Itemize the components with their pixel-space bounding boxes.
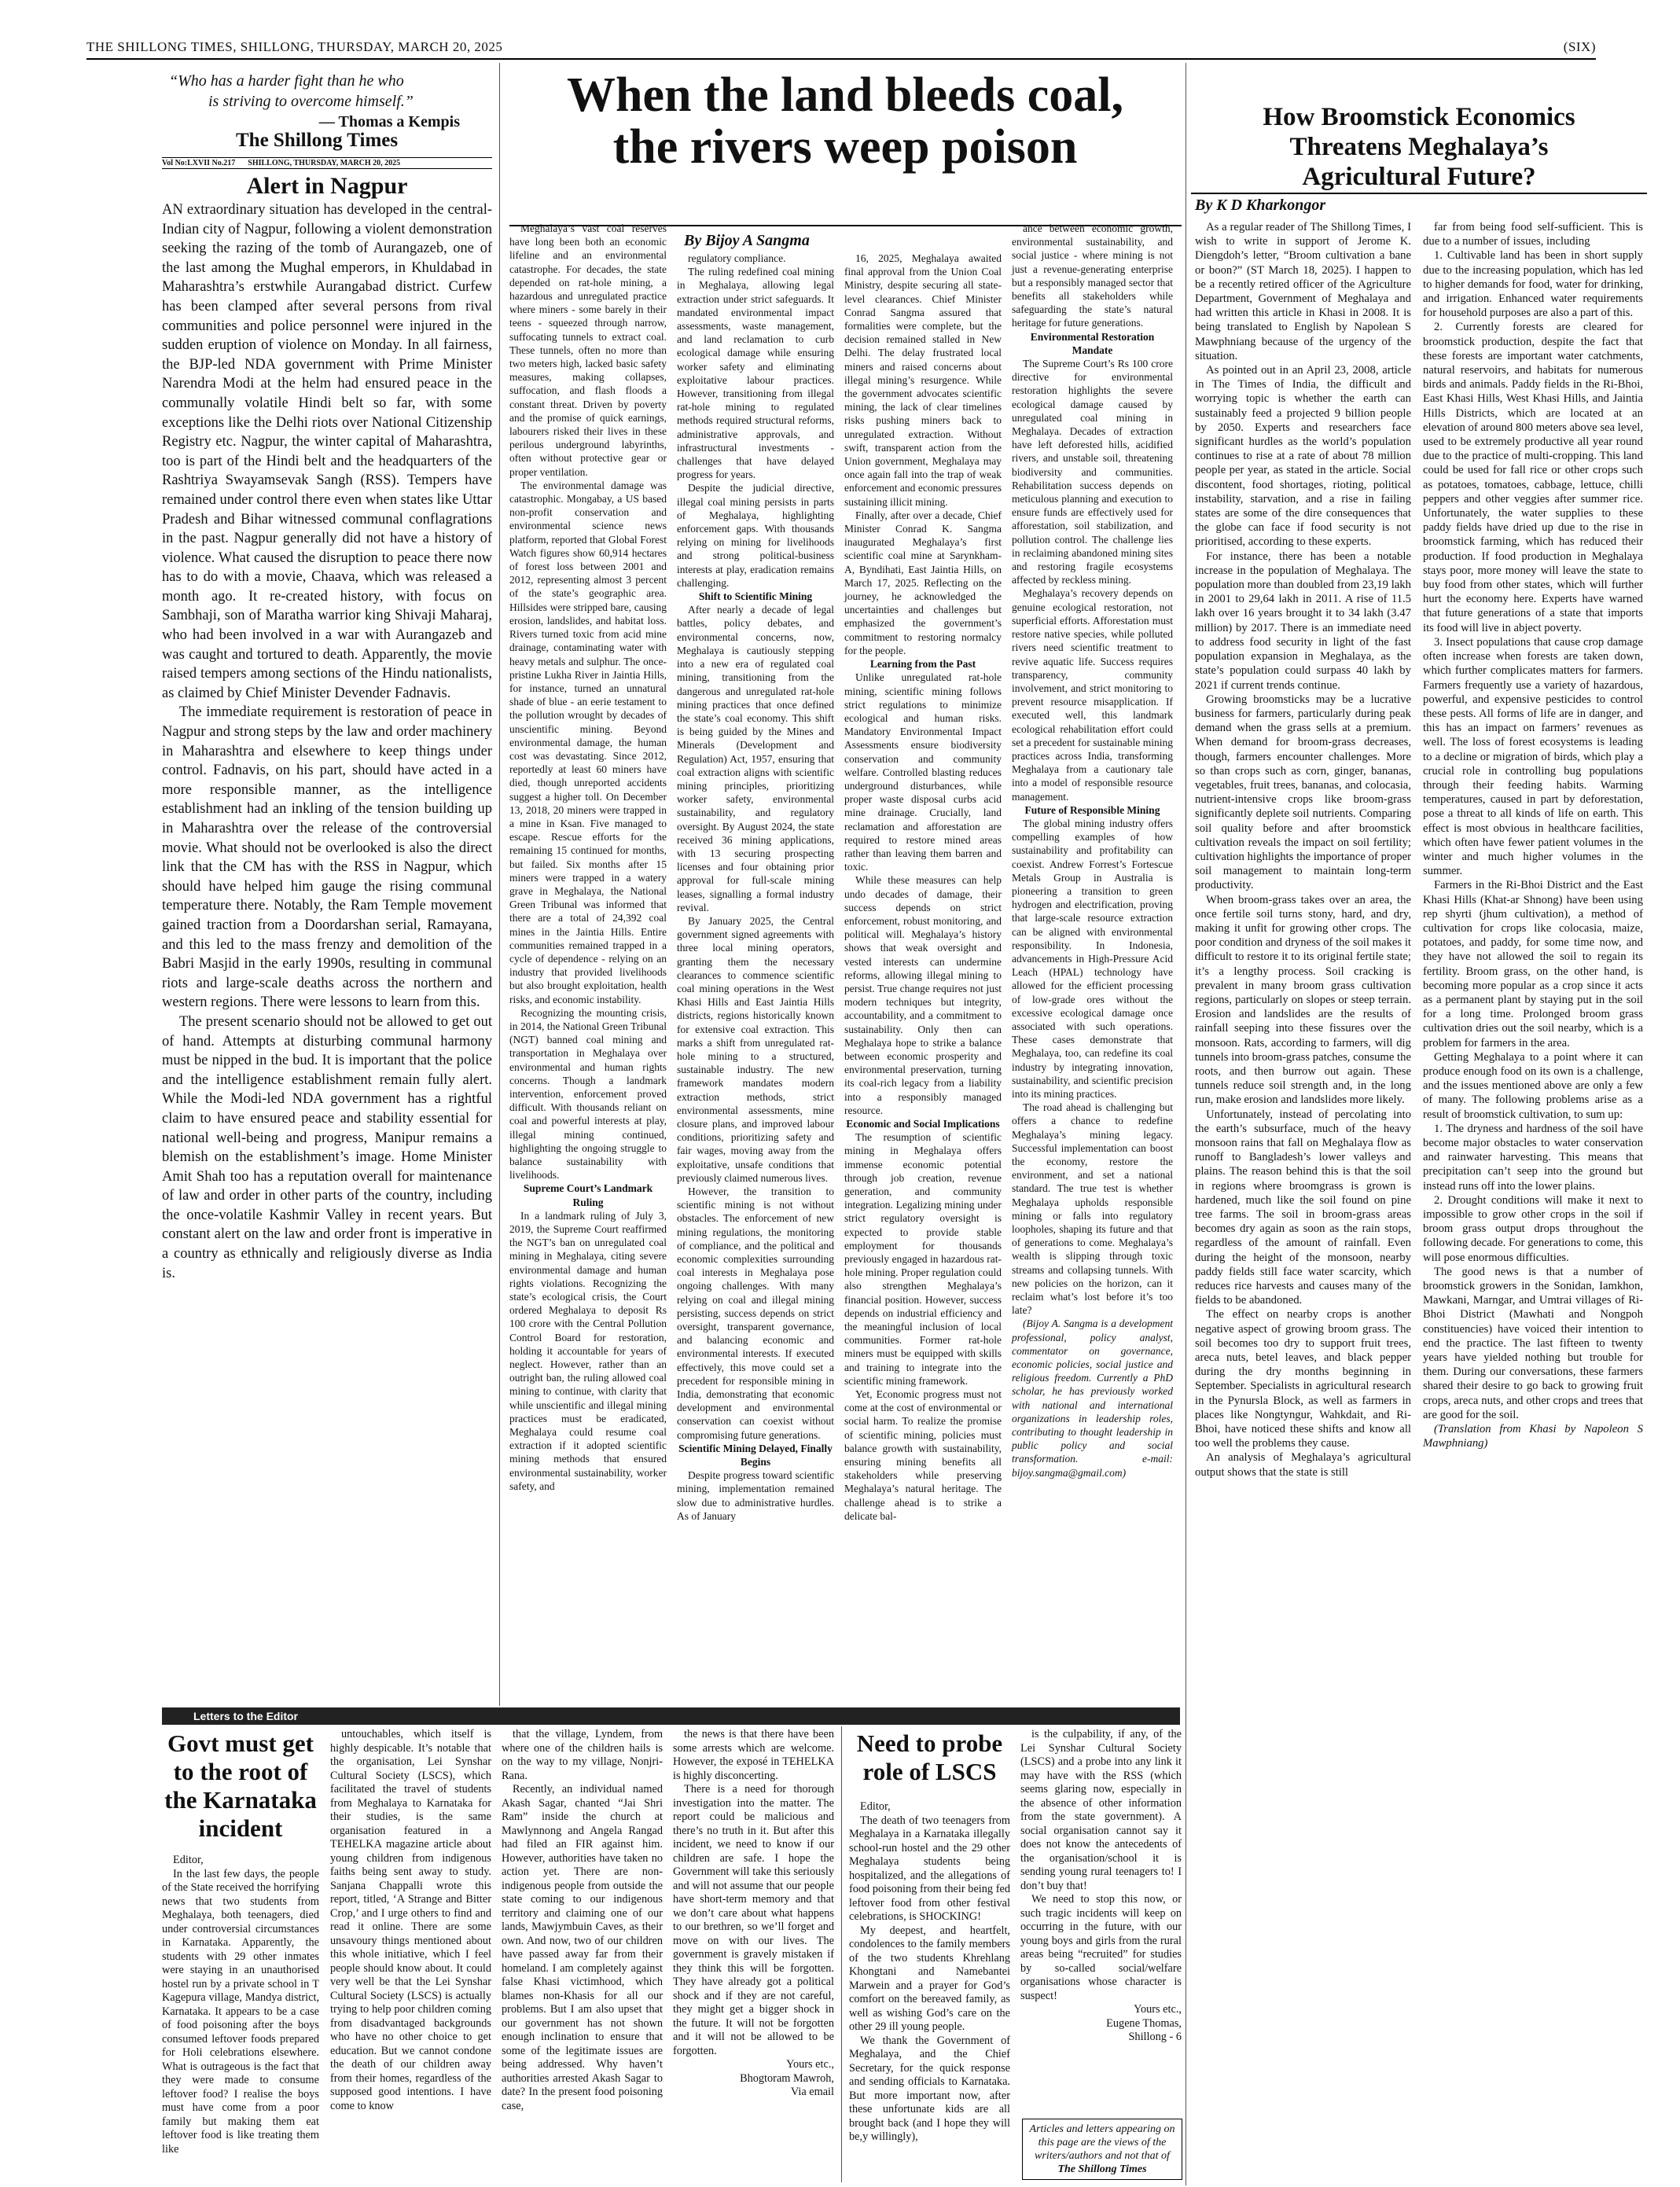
volume-number: Vol No:LXVII No.217 (162, 159, 236, 167)
letter-2-column-1 (849, 1800, 1010, 2145)
letter-1-column-4 (673, 1728, 834, 2100)
paragraph: We need to stop this now, or such tragic incidents will keep on occurring in the future, with our young boys and girls from the rural areas being “recruited” for studies by so-called social/welfare organisations whose character is suspect! (1020, 1893, 1182, 2002)
paragraph: Meghalaya’s recovery depends on genuine ecological restoration, not superficial efforts. Afforestation must restore native species, while polluted rivers need scientific treatment to revive aquatic life. Success requires transparency, community involvement, and strict monitoring to prevent resource misapplication. If executed well, this landmark ecological rehabilitation effort could set a precedent for sustainable mining practices across India, transforming Meghalaya from a cautionary tale into a model of responsible resource management. (1012, 587, 1173, 803)
paragraph: Unlike unregulated rat-hole mining, scientific mining follows strict regulations to minimize ecological and human risks. Mandatory Environmental Impact Assessments ensure biodiversity conservation and community welfare. Controlled blasting reduces underground disturbances, while proper waste disposal curbs acid mine drainage. Crucially, land reclamation and afforestation are required to restore mined areas rather than leaving them barren and toxic. (844, 671, 1002, 873)
paragraph: There is a need for thorough investigation into the matter. The report could be malicious and there’s no truth in it. But after this incident, we need to know if our children are safe. I hope the Government will take this seriously and will not assume that our people have short-term memory and that we don’t care about what happens to our brethren, so we’ll forget and move on with our lives. The government is gravely mistaken if they think this will be forgotten. They have already got a political shock and if they are not careful, they might get a bigger shock in the future. It will not be forgotten and it will not be allowed to be forgotten. (673, 1783, 834, 2057)
letter-1-column-3 (502, 1728, 663, 2113)
paragraph: 16, 2025, Meghalaya awaited final approval from the Union Coal Ministry, despite securing all state-level clearances. Chief Minister Conrad Sangma assured that formalities were complete, but the decision remained stalled in New Delhi. The delay frustrated local miners and raised concerns about illegal mining’s resurgence. While the government advocates scientific mining, the lack of clear timelines risks pushing miners back to unregulated extraction. Without swift, transparent action from the Union government, Meghalaya may once again fall into the trap of weak enforcement and economic pressures sustaining illicit mining. (844, 252, 1002, 508)
paragraph: that the village, Lyndem, from where one of the children hails is on the way to my village, Nonjri-Rana. (502, 1728, 663, 1782)
paragraph: By January 2025, the Central government signed agreements with three local mining operators, granting them the necessary clearances to commence scientific coal mining operations in the West Khasi Hills and East Jaintia Hills districts, regions historically known for extensive coal extraction. This marks a shift from unregulated rat-hole mining to a structured, sustainable industry. The new framework mandates modern extraction methods, strict environmental assessments, mine closure plans, and improved labour conditions, prioritizing safety and fair wages, moving away from the exploitative, unsafe conditions that previously claimed numerous lives. (677, 914, 834, 1184)
volume-line (162, 157, 492, 169)
editorial-paragraph: AN extraordinary situation has developed in the central-Indian city of Nagpur, following a violent demonstration seeking the razing of the tomb of Aurangazeb, one of the last among the Mughal emperors, in Khuldabad in Maharashtra’s erstwhile Aurangabad district. Curfew has been clamped after several persons from rival communities and police personnel were injured in the sudden eruption of violence on Monday. In all fairness, the BJP-led NDA government with Prime Minister Narendra Modi at the helm had ensured peace in the communally volatile Hindi belt so far, with some exceptions like the Delhi riots over National Citizenship Registry etc. Nagpur, the winter capital of Maharashtra, too is part of the Hindi belt and the headquarters of the Rashtriya Swayamsevak Sangh (RSS). Tempers have remained under control there even when states like Uttar Pradesh and Bihar witnessed communal conflagrations in the past. Nagpur generally did not have a history of violence. What caused the disruption to peace there now has to do with a movie, Chaava, which was released a month ago. It re-created history, with focus on Sambhaji, son of Maratha warrior king Shivaji Maharaj, who had been involved in a war with Aurangazeb and was caught and tortured to death. Apparently, the movie raised tempers among sections of the Hindu nationalists, as claimed by Chief Minister Devender Fadnavis. (162, 202, 492, 701)
subheading: Future of Responsible Mining (1024, 803, 1160, 816)
paragraph: We thank the Government of Meghalaya, and the Chief Secretary, for the quick response and sending officials to Karnataka. But more important now, after these unfortunate kids are all brought back (and I hope they will be,y willingly), (849, 2034, 1010, 2143)
paragraph: As pointed out in an April 23, 2008, article in The Times of India, the difficult and worrying topic is whether the earth can sustainably feed a projected 9 billion people by 2050. Experts and researchers face significant hurdles as the world’s population continues to rise at a rate of about 78 million people per year, as stated in the article. Social discontent, food shortages, rioting, political instability, starvation, and a rise in failing states are some of the dire consequences that the globe can face if food security is not prioritised, according to these experts. (1195, 364, 1411, 549)
disclaimer-paper-name: The Shillong Times (1057, 2163, 1147, 2175)
main-byline: By Bijoy A Sangma (684, 232, 810, 249)
signature-line: Eugene Thomas, (1106, 2016, 1182, 2030)
subheading: Learning from the Past (869, 658, 976, 671)
paragraph: Meghalaya’s vast coal reserves have long been both an economic lifeline and an environmental catastrophe. For decades, the state depended on rat-hole mining, a hazardous and unregulated practice where miners - some barely in their teens - squeezed through narrow, suffocating tunnels to extract coal. These tunnels, often no more than two meters high, lacked basic safety measures, making collapses, suffocation, and flash floods a constant threat. Driven by poverty and the promise of quick earnings, labourers risked their lives in these perilous underground labyrinths, often without protective gear or proper ventilation. (509, 222, 667, 478)
subheading: Environmental Restoration Mandate (1030, 330, 1155, 356)
right-article-column-2 (1423, 220, 1643, 1450)
main-article-column-4 (1012, 222, 1173, 1479)
author-note: (Translation from Khasi by Napoleon S Mawphniang) (1423, 1423, 1643, 1450)
headline-line-2: the rivers weep poison (612, 120, 1078, 174)
paragraph: The road ahead is challenging but offers a chance to redefine Meghalaya’s mining legacy. Successful implementation can boost the economy, restore the environment, and set a national standard. The true test is whether Meghalaya upholds responsible mining or falls into regulatory loopholes, shaping its future and that of generations to come. Meghalaya’s wealth is slipping through toxic streams and collapsing tunnels. With new policies on the horizon, can it reclaim what’s lost before it’s too late? (1012, 1101, 1173, 1317)
paragraph: The ruling redefined coal mining in Meghalaya, allowing legal extraction under strict safeguards. It mandated environmental impact assessments, waste management, and land reclamation to curb ecological damage while ensuring worker safety and eliminating exploitative labour practices. However, transitioning from illegal rat-hole mining to regulated methods required structural reforms, administrative approvals, and infrastructural investments - challenges that have delayed progress for years. (677, 266, 834, 481)
right-article-headline (1195, 102, 1643, 192)
paragraph: Yet, Economic progress must not come at the cost of environmental or social harm. To realize the promise of scientific mining, policies must balance growth with sustainability, ensuring mining benefits all stakeholders while preserving Meghalaya’s natural heritage. The challenge ahead is to strike a delicate bal- (844, 1388, 1002, 1522)
paragraph: While these measures can help undo decades of damage, their success depends on strict enforcement, robust monitoring, and political will. Meghalaya’s history shows that weak oversight and vested interests can undermine reforms, allowing illegal mining to persist. True change requires not just modern techniques but integrity, accountability, and a commitment to sustainability. Only then can Meghalaya hope to strike a balance between economic prosperity and environmental preservation, turning its coal-rich legacy from a liability into a responsibly managed resource. (844, 874, 1002, 1116)
author-note: (Bijoy A. Sangma is a development professional, policy analyst, commentator on governance, economic policies, social justice and religious freedom. Currently a PhD scholar, he has previously worked with national and international organizations in leadership roles, contributing to thought leadership in public policy and social transformation. e-mail: bijoy.sangma@gmail.com) (1012, 1318, 1173, 1479)
disclaimer-text: Articles and letters appearing on this page are the views of the writers/authors and not that of (1029, 2123, 1175, 2162)
right-headline-line-2: Threatens Meghalaya’s (1289, 133, 1549, 161)
paragraph: Despite the judicial directive, illegal coal mining persists in parts of Meghalaya, highlighting enforcement gaps. With thousands relying on mining for livelihoods and strong political-business interests at play, eradication remains challenging. (677, 482, 834, 589)
paragraph: Editor, (173, 1854, 204, 1866)
main-headline (507, 69, 1183, 173)
subheading: Scientific Mining Delayed, Finally Begins (678, 1442, 833, 1468)
paragraph: untouchables, which itself is highly despicable. It’s notable that the organisation, Lei Synshar Cultural Society (LSCS), which facilitated the travel of students from Meghalaya to Karnataka for their studies, is the same organisation featured in a TEHELKA magazine article about young children from indigenous faiths being sent away to study. Sanjana Chappalli wrote this report, titled, ‘A Strange and Bitter Crop,’ and I urge others to find and read it online. There are some unsavoury things mentioned about this whole initiative, which I feel people should know about. It could very well be that the Lei Synshar Cultural Society (LSCS) is actually trying to help poor children coming from disadvantaged backgrounds who have no other choice to get education. But we cannot condone the death of our children away from their homes, regardless of the supposed good intentions. I have come to know (330, 1728, 491, 2112)
editorial-body (162, 200, 492, 1283)
paragraph: regulatory compliance. (688, 252, 786, 264)
paragraph: Farmers in the Ri-Bhoi District and the East Khasi Hills (Khat-ar Shnong) have been using rep shyrti (jhum cultivation), a method of cultivation for crops like colocasia, maize, potatoes, and paddy, for some time now, and they have not allowed the soil to regain its fertility. Broom grass, on the other hand, is becoming more popular as a crop since it acts as a permanent plant by staying put in the soil for a long time. Prolonged broom grass cultivation dries out the soil nearby, which is a problem for farmers in the area. (1423, 879, 1643, 1049)
page-header (86, 39, 1596, 60)
quote-box (169, 71, 460, 132)
editorial-paragraph: The immediate requirement is restoration of peace in Nagpur and strong steps by the law and order machinery in Maharashtra and elsewhere to keep things under control. Fadnavis, on his part, should have acted in a more responsible manner, as the intelligence establishment had an inkling of the tension building up in Maharashtra over the release of the controversial movie. What should not be overlooked is also the direct link that the CM has with the RSS in Nagpur, which should have helped him gauge the rising communal temperature there. Notably, the Ram Temple movement gained traction from a Doordarshan serial, Ramayana, and this led to the mass frenzy and demolition of the Babri Masjid in the early 1990s, resulting in communal riots and large-scale deaths across the northern and western regions. There were lessons to learn from this. (162, 704, 492, 1011)
paragraph: When broom-grass takes over an area, the once fertile soil turns stony, hard, and dry, making it unfit for growing other crops. The poor condition and dryness of the soil makes it difficult to restore it to its original fertile state; it’s a lengthy process. Soil cracking is prevalent in many broom grass cultivation regions, particularly on slopes or steep terrain. Erosion and landslides are the results of rainfall seeping into these fissures over the monsoon. Rats, according to farmers, will dig tunnels into broom-grass patches, consume the roots, and then burrow out again. These tunnels reduce soil strength and, in the long run, make erosion and landslides more likely. (1195, 893, 1411, 1107)
letter-1-title: Govt must get to the root of the Karnataka incident (164, 1729, 317, 1842)
paragraph: The good news is that a number of broomstick growers in the Sonidan, Iamkhon, Mawkani, Marngar, and Umtrai villages of Ri-Bhoi District (Mawhati and Nongpoh constituencies) have voiced their intention to end the practice. The last fifteen to twenty years have yielded nothing but trouble for them. During our conversations, these farmers shared their desire to go back to growing fruit crops, areca nuts, and other crops and trees that are good for the soil. (1423, 1265, 1643, 1421)
letters-divider (841, 1726, 842, 2182)
paragraph: the news is that there have been some arrests which are welcome. However, the exposé in TEHELKA is highly disconcerting. (673, 1728, 834, 1782)
dateline: SHILLONG, THURSDAY, MARCH 20, 2025 (248, 159, 401, 167)
paragraph: The effect on nearby crops is another negative aspect of growing broom grass. The soil becomes too dry to support fruit trees, areca nuts, betel leaves, and black pepper during the dry months beginning in September. Specialists in agricultural research in the Pynursla Block, as well as farmers in places like Nongtyngur, Wahkdait, and Ri-Bhoi, have noticed these shifts and know all too well the problems they cause. (1195, 1308, 1411, 1450)
paragraph: As a regular reader of The Shillong Times, I wish to write in support of Jerome K. Diengdoh’s letter, “Broom cultivation a bane or boon?” (ST March 18, 2025). I happen to be a recently retired officer of the Agriculture Department, Government of Meghalaya and had written this article in Khasi in 2008. It is being translated to English by Napolean S Mawphniang because of the urgency of the situation. (1195, 221, 1411, 362)
letter-2-title: Need to probe role of LSCS (856, 1729, 1003, 1785)
paragraph: After nearly a decade of legal battles, policy debates, and environmental concerns, now, Meghalaya is cautiously stepping into a new era of regulated coal mining, transitioning from the dangerous and unregulated rat-hole mining practices that once defined the state’s coal economy. This shift is being guided by the Mines and Minerals (Development and Regulation) Act, 1957, ensuring that coal extraction aligns with scientific mining principles, prioritizing worker safety, environmental sustainability, and regulatory oversight. By August 2024, the state received 36 mining applications, with 13 securing prospecting licenses and four obtaining prior approval for full-scale mining leases, signalling a formal industry revival. (677, 604, 834, 913)
signature-line: Bhogtoram Mawroh, (740, 2071, 834, 2085)
paragraph: In the last few days, the people of the State received the horrifying news that two students from Meghalaya, both teenagers, died under controversial circumstances in Karnataka. Apparently, the students with 29 other inmates were staying in an unauthorised hostel run by a private school in T Kagepura village, Mandya district, Karnataka. It appears to be a case of food poisoning after the boys consumed leftover foods prepared for Holi celebrations elsewhere. What is outrageous is the fact that they were made to consume leftover food? I realise the boys must have come from a poor family but making them eat leftover food is like treating them like (162, 1867, 319, 2156)
disclaimer-box (1022, 2119, 1182, 2180)
paragraph: Recognizing the mounting crisis, in 2014, the National Green Tribunal (NGT) banned coal mining and transportation in Meghalaya over environmental and human rights concerns. Though a landmark intervention, enforcement proved difficult. With thousands reliant on coal and powerful interests at play, illegal mining continued, highlighting the ongoing struggle to balance sustainability with livelihoods. (509, 1006, 667, 1182)
paragraph: Unfortunately, instead of percolating into the earth’s subsurface, much of the heavy monsoon rains that fall on Meghalaya flow as runoff to Bangladesh’s lower valleys and plains. The reason behind this is that the soil in regions where broomgrass is grown is hardened, much like the soil found on pine tree farms. The soil in broom-grass areas becomes dry again as soon as the rain stops, regardless of the amount of rainfall. Even during the height of the monsoon, nearby paddy fields still face water scarcity, which reduces rice harvests and causes many of the fields to be abandoned. (1195, 1108, 1411, 1307)
main-article-column-1 (509, 222, 667, 1493)
main-article-column-2 (677, 252, 834, 1523)
paragraph: 1. The dryness and hardness of the soil have become major obstacles to water conservation and rainwater harvesting. This means that precipitation can’t seep into the ground but instead runs off into the lower plains. (1423, 1122, 1643, 1193)
paragraph: The Supreme Court’s Rs 100 crore directive for environmental restoration highlights the severe ecological damage caused by unregulated coal mining in Meghalaya. Decades of extraction have left deforested hills, acidified rivers, and unstable soil, threatening biodiversity and communities. Rehabilitation success depends on meticulous planning and execution to ensure funds are effectively used for afforestation, soil stabilization, and pollution control. The challenge lies in reclaiming abandoned mining sites and restoring fragile ecosystems affected by reckless mining. (1012, 358, 1173, 586)
paragraph: 1. Cultivable land has been in short supply due to the increasing population, which has led to higher demands for food, water for drinking, and irrigation. Enhanced water requirements for household purposes are also a part of this. (1423, 249, 1643, 320)
subheading: Shift to Scientific Mining (698, 590, 813, 603)
right-headline-line-3: Agricultural Future? (1302, 163, 1536, 191)
right-article-byline: By K D Kharkongor (1195, 197, 1326, 214)
quote-author: — Thomas a Kempis (318, 113, 460, 130)
paragraph: An analysis of Meghalaya’s agricultural output shows that the state is still (1195, 1451, 1411, 1479)
paragraph: My deepest, and heartfelt, condolences to the family members of the two students Khrehlang Khongtani and Namebantei Marwein and a prayer for God’s comfort on the bereaved family, as well as wishing God’s care on the other 29 ill young people. (849, 1924, 1010, 2033)
letters-section-bar (162, 1707, 1180, 1725)
paragraph: The death of two teenagers from Meghalaya in a Karnataka illegally school-run hostel and the 29 other Meghalaya students being hospitalized, and the allegations of food poisoning from their being fed leftover food from other festival celebrations, is SHOCKING! (849, 1814, 1010, 1923)
letter-2-column-2 (1020, 1728, 1182, 2045)
paragraph: Recently, an individual named Akash Sagar, chanted “Jai Shri Ram” inside the church at Mawlynnong and Angela Rangad had filed an FIR against him. However, authorities have taken no action yet. There are non-indigenous people from outside the state coming to our indigenous territory and claiming one of our lands, Mawjymbuin Caves, as their own. And now, two of our children have passed away far from their homeland. I am completely against false Khasi victimhood, which blames non-Khasis for all our problems. But I am also upset that our government has not shown enough inclination to ensure that some of the legitimate issues are being addressed. Why haven’t authorities arrested Akash Sagar to date? In the present food poisoning case, (502, 1783, 663, 2112)
paragraph: ance between economic growth, environmental sustainability, and social justice - where mining is not just a revenue-generating enterprise but a responsibly managed sector that benefits all stakeholders while safeguarding the state’s natural heritage for future generations. (1012, 222, 1173, 329)
paragraph: Getting Meghalaya to a point where it can produce enough food on its own is a challenge, and the issues mentioned above are only a few of many. The following problems arise as a result of broomstick cultivation, to sum up: (1423, 1050, 1643, 1121)
paragraph: far from being food self-sufficient. This is due to a number of issues, including (1423, 221, 1643, 248)
letter-1-column-2 (330, 1728, 491, 2113)
quote-line-2: is striving to overcome himself.” (208, 93, 414, 110)
headline-line-1: When the land bleeds coal, (567, 68, 1123, 122)
paragraph: 3. Insect populations that cause crop damage often increase when forests are taken down, which further complicates matters for farmers. Farmers frequently use a variety of hazardous, powerful, and expensive pesticides to control these pests. All forms of life are in danger, and this has an impact on farmers’ revenues as well. The loss of forest ecosystems is leading to a decline or migration of birds, which play a crucial role in controlling bug populations through their feeding habits. Warming temperatures, caused in part by deforestation, pose a threat to all kinds of life on earth. This effect is most obvious in healthcare facilities, which often have fewer patient volumes in the winter and much higher volumes in the summer. (1423, 635, 1643, 878)
signature-line: Shillong - 6 (1128, 2031, 1182, 2043)
masthead: The Shillong Times (236, 130, 399, 151)
paragraph: 2. Drought conditions will make it next to impossible to grow other crops in the soil if broom grass output drops throughout the following decade. For generations to come, this will pose enormous difficulties. (1423, 1193, 1643, 1264)
letters-section-label: Letters to the Editor (193, 1710, 299, 1722)
signature-line: Yours etc., (1134, 2003, 1182, 2016)
paragraph: is the culpability, if any, of the Lei Synshar Cultural Society (LSCS) and a probe into any link it may have with the RSS (which seems glaring now, especially in the absence of other information from the state government). A social organisation cannot say it does not know the antecedents of the organisation/school it is sending young rural teenagers to! I don’t buy that! (1020, 1728, 1182, 1892)
paragraph: The resumption of scientific mining in Meghalaya offers immense economic potential through job creation, revenue generation, and community integration. Legalizing mining under strict regulatory oversight is expected to provide stable employment for thousands previously engaged in hazardous rat-hole mining. Proper regulation could also strengthen Meghalaya’s financial position. However, success depends on industrial efficiency and the meaningful inclusion of local communities. Former rat-hole miners must be equipped with skills and training to integrate into the scientific mining framework. (844, 1131, 1002, 1387)
right-article-column-1 (1195, 220, 1411, 1479)
main-article-column-3 (844, 252, 1002, 1523)
paragraph: In a landmark ruling of July 3, 2019, the Supreme Court reaffirmed the NGT’s ban on unregulated coal mining in Meghalaya, citing severe environmental damage and human rights violations. Recognizing the state’s ecological crisis, the Court ordered Meghalaya to deposit Rs 100 crore with the Central Pollution Control Board for restoration, holding it accountable for years of neglect. However, rather than an outright ban, the ruling allowed coal mining to continue, with clarity that while unscientific and illegal mining practices must be eradicated, Meghalaya could resume coal extraction if it adopted scientific mining methods that ensured environmental sustainability, worker safety, and (509, 1209, 667, 1492)
paragraph: Editor, (860, 1800, 891, 1813)
column-divider (499, 63, 500, 1706)
signature-line: Yours etc., (786, 2058, 834, 2071)
right-headline-line-1: How Broomstick Economics (1263, 103, 1575, 131)
editorial-title: Alert in Nagpur (246, 173, 408, 199)
paragraph: The global mining industry offers compelling examples of how sustainability and profitability can coexist. Andrew Forrest’s Fortescue Metals Group in Australia is pioneering a transition to green hydrogen and electrification, proving that large-scale resource extraction can be aligned with environmental responsibility. In Indonesia, advancements in High-Pressure Acid Leach (HPAL) technology have allowed for the efficient processing of low-grade ores without the excessive ecological damage once associated with such operations. These cases demonstrate that Meghalaya, too, can redefine its coal industry by integrating innovation, sustainability, and scientific precision into its mining practices. (1012, 817, 1173, 1100)
subheading: Supreme Court’s Landmark Ruling (523, 1182, 653, 1208)
signature-line: Via email (790, 2086, 834, 2098)
subheading: Economic and Social Implications (846, 1118, 1000, 1130)
paragraph: 2. Currently forests are cleared for broomstick production, despite the fact that these forests are important water catchments, natural reservoirs, and habitats for numerous birds and animals. Paddy fields in the Ri-Bhoi, East Khasi Hills, West Khasi Hills, and Jaintia Hills Districts, which are located at an elevation of around 800 meters above sea level, used to be extremely productive all year round due to the practice of multi-cropping. This land could be used for fall rice or other crops such as potatoes, tomatoes, cabbage, lettuce, chilli peppers and other veggies after summer rice. Unfortunately, the water supplies to these paddy fields have dried up due to the rise in broomstick farming, which has reduced their production. If food production in Meghalaya stays poor, more money will leave the state to buy food from other states, which will further hurt the economy here. Experts have warned that future generations of a state that imports its food will live in abject poverty. (1423, 321, 1643, 634)
right-headline-rule (1191, 193, 1647, 194)
paragraph: Growing broomsticks may be a lucrative business for farmers, particularly during peak demand when the grass sells at a premium. When demand for broom-grass decreases, though, farmers encounter challenges. More so than crops such as corn, ginger, bananas, vegetables, fruit trees, bananas, and colocasia, nutrient-intensive crops like broom-grass significantly deplete soil nutrients. Comparing soil quality before and after broomstick cultivation reveals the impact on soil fertility; cultivation highlights the importance of proper soil management to maintain long-term productivity. (1195, 693, 1411, 892)
editorial-paragraph: The present scenario should not be allowed to get out of hand. Attempts at disturbing communal harmony must be nipped in the bud. It is important that the police and the intelligence establishment remain fully alert. While the Modi-led NDA government has a rightful claim to have ensured peace and stability essential for national well-being and progress, Manipur remains a blemish on the establishment’s image. Home Minister Amit Shah too has a reputation overall for maintenance of law and order in other parts of the country, including the once-volatile Kashmir Valley in recent years. But constant alert on the law and order front is imperative in a country as ethnically and religiously diverse as India is. (162, 1013, 492, 1281)
header-left: THE SHILLONG TIMES, SHILLONG, THURSDAY, MARCH 20, 2025 (86, 39, 503, 54)
paragraph: For instance, there has been a notable increase in the population of Meghalaya. The population more than doubled from 23,19 lakh in 2001 to 29,64 lakh in 2011. A rise of 11.5 lakh over 16 years brought it to 34 lakh (3.47 million) by 2017. There is an immediate need to address food security in light of the fast population expansion in Meghalaya, as the state’s population could surpass 40 lakh by 2021 if current trends continue. (1195, 550, 1411, 692)
paragraph: Despite progress toward scientific mining, implementation remained slow due to administrative hurdles. As of January (677, 1469, 834, 1522)
page-number: (SIX) (1563, 39, 1596, 54)
paragraph: Finally, after over a decade, Chief Minister Conrad K. Sangma inaugurated Meghalaya’s first scientific coal mine at Sarynkham-A, Byndihati, East Jaintia Hills, on March 17, 2025. Reflecting on the journey, he acknowledged the uncertainties and challenges but emphasized the government’s commitment to restoring normalcy for the people. (844, 509, 1002, 656)
paragraph: The environmental damage was catastrophic. Mongabay, a US based non-profit conservation and environmental science news platform, reported that Global Forest Watch figures show 60,914 hectares of forest loss between 2001 and 2012, representing almost 3 percent of the state’s geographic area. Hillsides were stripped bare, causing erosion, landslides, and habitat loss. Rivers turned toxic from acid mine drainage, contaminating water with heavy metals and sulphur. The once-pristine Lukha River in Jaintia Hills, for instance, turned an unnatural shade of blue - an eerie testament to the pollution wrought by decades of unscientific mining. Beyond environmental damage, the human cost was devastating. Since 2012, reportedly at least 60 miners have died, though unreported accidents suggest a higher toll. On December 13, 2018, 20 miners were trapped in a mine in Ksan. Five managed to escape. Rescue efforts for the remaining 15 continued for months, but failed. Six months after 15 miners were trapped in a watery grave in Meghalaya, the National Green Tribunal was informed that there are a total of 24,392 coal mines in the Jaintia Hills. Entire communities remained trapped in a cycle of dependence - relying on an industry that provided livelihoods but also brought exploitation, health risks, and economic instability. (509, 479, 667, 1005)
letter-1-column-1 (162, 1854, 319, 2156)
paragraph: However, the transition to scientific mining is not without obstacles. The enforcement of new mining regulations, the monitoring of compliance, and the political and economic complexities surrounding coal interests in Meghalaya pose ongoing challenges. With many relying on coal and illegal mining persisting, success depends on strict oversight, transparent governance, and balancing economic and environmental interests. If executed effectively, this move could set a precedent for responsible mining in India, demonstrating that economic development and environmental conservation can coexist without compromising future generations. (677, 1185, 834, 1441)
quote-line-1: “Who has a harder fight than he who (169, 72, 404, 90)
